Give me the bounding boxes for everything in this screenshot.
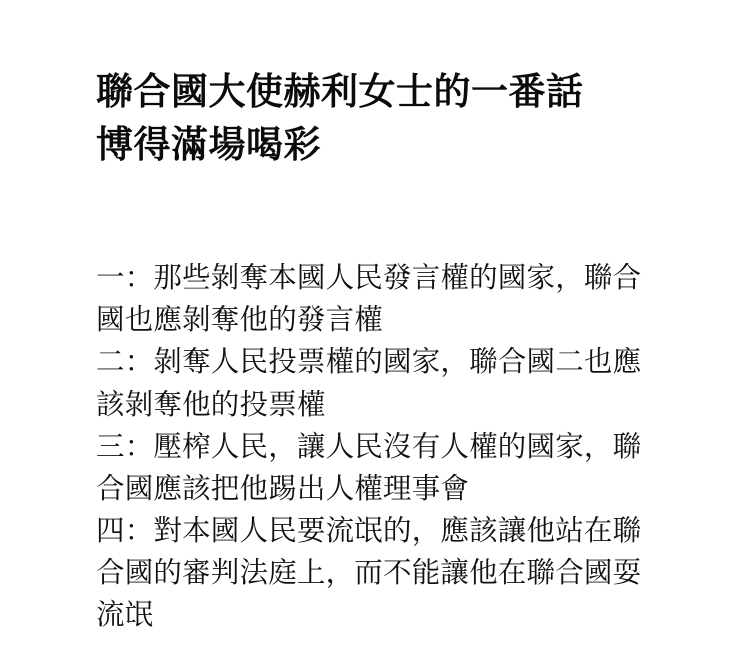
article-paragraph-3: 三：壓榨人民，讓人民沒有人權的國家，聯合國應該把他踢出人權理事會 <box>96 430 642 505</box>
page-title <box>96 56 654 171</box>
article-paragraph-2: 二：剝奪人民投票權的國家，聯合國二也應該剝奪他的投票權 <box>96 346 642 421</box>
article-body <box>96 257 654 637</box>
article-paragraph-1: 一：那些剝奪本國人民發言權的國家，聯合國也應剝奪他的發言權 <box>96 262 642 337</box>
article-paragraph-4: 四：對本國人民要流氓的，應該讓他站在聯合國的審判法庭上，而不能讓他在聯合國耍流氓 <box>96 515 642 632</box>
headline-line-2: 博得滿場喝彩 <box>96 123 321 165</box>
headline-line-1: 聯合國大使赫利女士的一番話 <box>96 71 584 112</box>
